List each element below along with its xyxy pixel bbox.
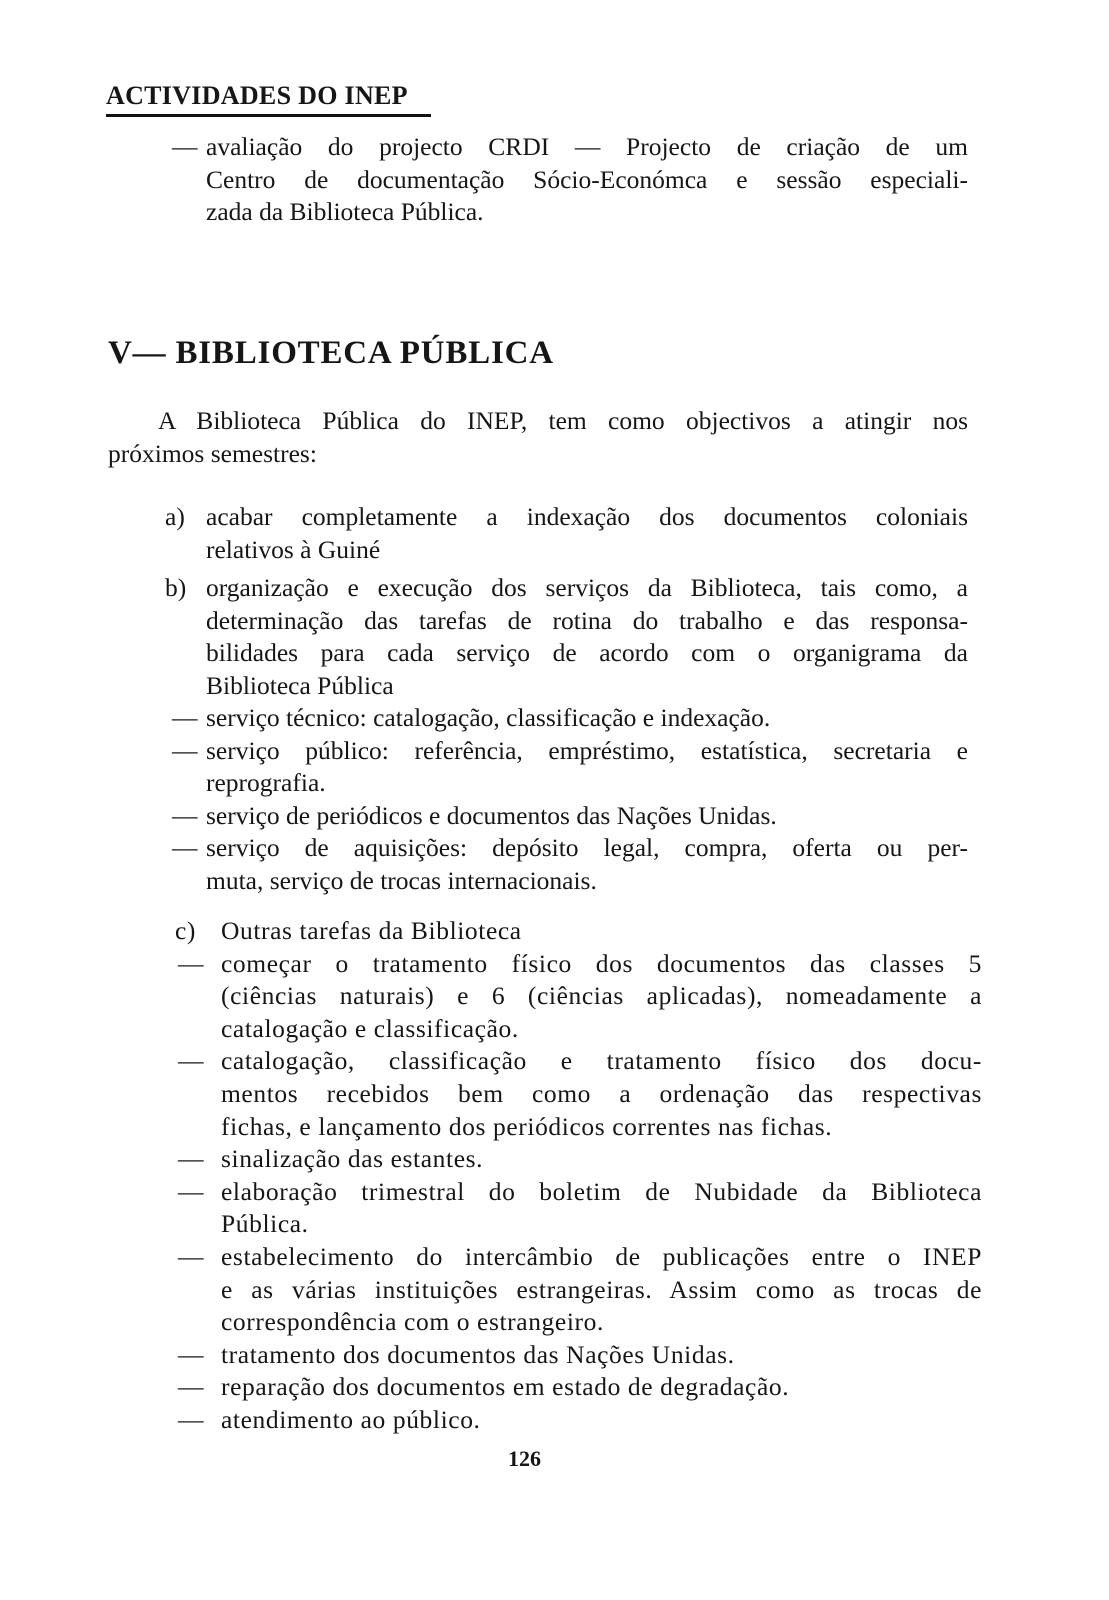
text-line: bilidades para cada serviço de acordo com o organigrama da (206, 638, 968, 668)
text-line: serviço de aquisições: depósito legal, compra, oferta ou per- (206, 833, 968, 863)
text-line: catalogação e classificação. (221, 1013, 519, 1043)
list-item (165, 572, 968, 702)
text-line: relativos à Guiné (206, 534, 381, 564)
list-item (175, 915, 982, 948)
text-line: elaboração trimestral do boletim de Nubidade da Biblioteca (221, 1176, 982, 1206)
page-number: 126 (508, 1446, 541, 1471)
services-list (172, 702, 968, 898)
list-item (172, 702, 968, 735)
page-footer (0, 1446, 1109, 1472)
text-line: determinação das tarefas de rotina do trabalho e das responsa- (206, 605, 968, 635)
list-marker: b) (165, 573, 187, 603)
text-line: sinalização das estantes. (221, 1144, 484, 1174)
list-item (178, 1045, 982, 1143)
list-marker: — (172, 703, 198, 732)
list-marker: — (178, 1144, 205, 1174)
list-item (178, 1143, 982, 1176)
text-line: (ciências naturais) e 6 (ciências aplicadas), nomeadamente a (221, 981, 982, 1011)
text-line: zada da Biblioteca Pública. (206, 197, 484, 227)
list-item (172, 800, 968, 833)
text-line: Outras tarefas da Biblioteca (221, 916, 522, 945)
list-item (178, 1404, 982, 1437)
list-item (178, 1176, 982, 1241)
list-marker: — (178, 1339, 205, 1369)
text-line: reprografia. (206, 768, 326, 798)
list-marker: — (178, 1404, 205, 1434)
other-tasks-list (175, 915, 982, 1437)
text-line: próximos semestres: (108, 438, 317, 468)
list-marker: — (172, 735, 198, 765)
list-marker: — (178, 1241, 205, 1271)
list-marker: — (178, 1372, 205, 1402)
text-line: atendimento ao público. (221, 1404, 481, 1434)
list-item (172, 131, 968, 229)
text-line: Pública. (221, 1209, 309, 1239)
list-item (178, 948, 982, 1046)
text-line: reparação dos documentos em estado de degradação. (221, 1372, 790, 1402)
list-item (178, 1241, 982, 1339)
list-marker: — (178, 1046, 205, 1076)
list-item (178, 1339, 982, 1372)
text-line: A Biblioteca Pública do INEP, tem como objectivos a atingir nos (158, 406, 968, 435)
list-item (178, 1371, 982, 1404)
text-line: catalogação, classificação e tratamento físico dos docu- (221, 1046, 982, 1076)
text-line: serviço público: referência, empréstimo, estatística, secretaria e (206, 735, 968, 765)
list-item (172, 735, 968, 800)
text-line: fichas, e lançamento dos periódicos correntes nas fichas. (221, 1111, 833, 1141)
list-marker: — (172, 800, 198, 830)
list-marker: — (178, 1176, 205, 1206)
text-line: mentos recebidos bem como a ordenação das respectivas (221, 1078, 982, 1108)
list-item (165, 501, 968, 566)
list-marker: a) (165, 502, 185, 531)
text-line: estabelecimento do intercâmbio de publicações entre o INEP (221, 1241, 982, 1271)
objectives-list (165, 501, 968, 703)
text-line: acabar completamente a indexação dos documentos coloniais (206, 502, 968, 531)
text-line: serviço técnico: catalogação, classificação e indexação. (206, 703, 771, 732)
text-line: organização e execução dos serviços da Biblioteca, tais como, a (206, 573, 968, 603)
list-marker: — (172, 132, 198, 161)
list-item (108, 405, 968, 470)
list-marker: c) (175, 916, 197, 945)
text-line: Centro de documentação Sócio-Económca e sessão especiali- (206, 164, 968, 194)
section-title: V— BIBLIOTECA PÚBLICA (108, 335, 554, 371)
activity-list (172, 131, 968, 229)
text-line: começar o tratamento físico dos documentos das classes 5 (221, 948, 982, 978)
running-header: ACTIVIDADES DO INEP (106, 80, 431, 117)
intro-paragraph (108, 405, 968, 470)
text-line: avaliação do projecto CRDI — Projecto de criação de um (206, 132, 968, 161)
text-line: e as várias instituições estrangeiras. Assim como as trocas de (221, 1274, 982, 1304)
text-line: Biblioteca Pública (206, 670, 394, 700)
list-item (172, 832, 968, 897)
text-line: tratamento dos documentos das Nações Unidas. (221, 1339, 735, 1369)
list-marker: — (178, 948, 205, 978)
text-line: muta, serviço de trocas internacionais. (206, 865, 597, 895)
text-line: serviço de periódicos e documentos das Nações Unidas. (206, 800, 777, 830)
list-marker: — (172, 833, 198, 863)
text-line: correspondência com o estrangeiro. (221, 1307, 604, 1337)
